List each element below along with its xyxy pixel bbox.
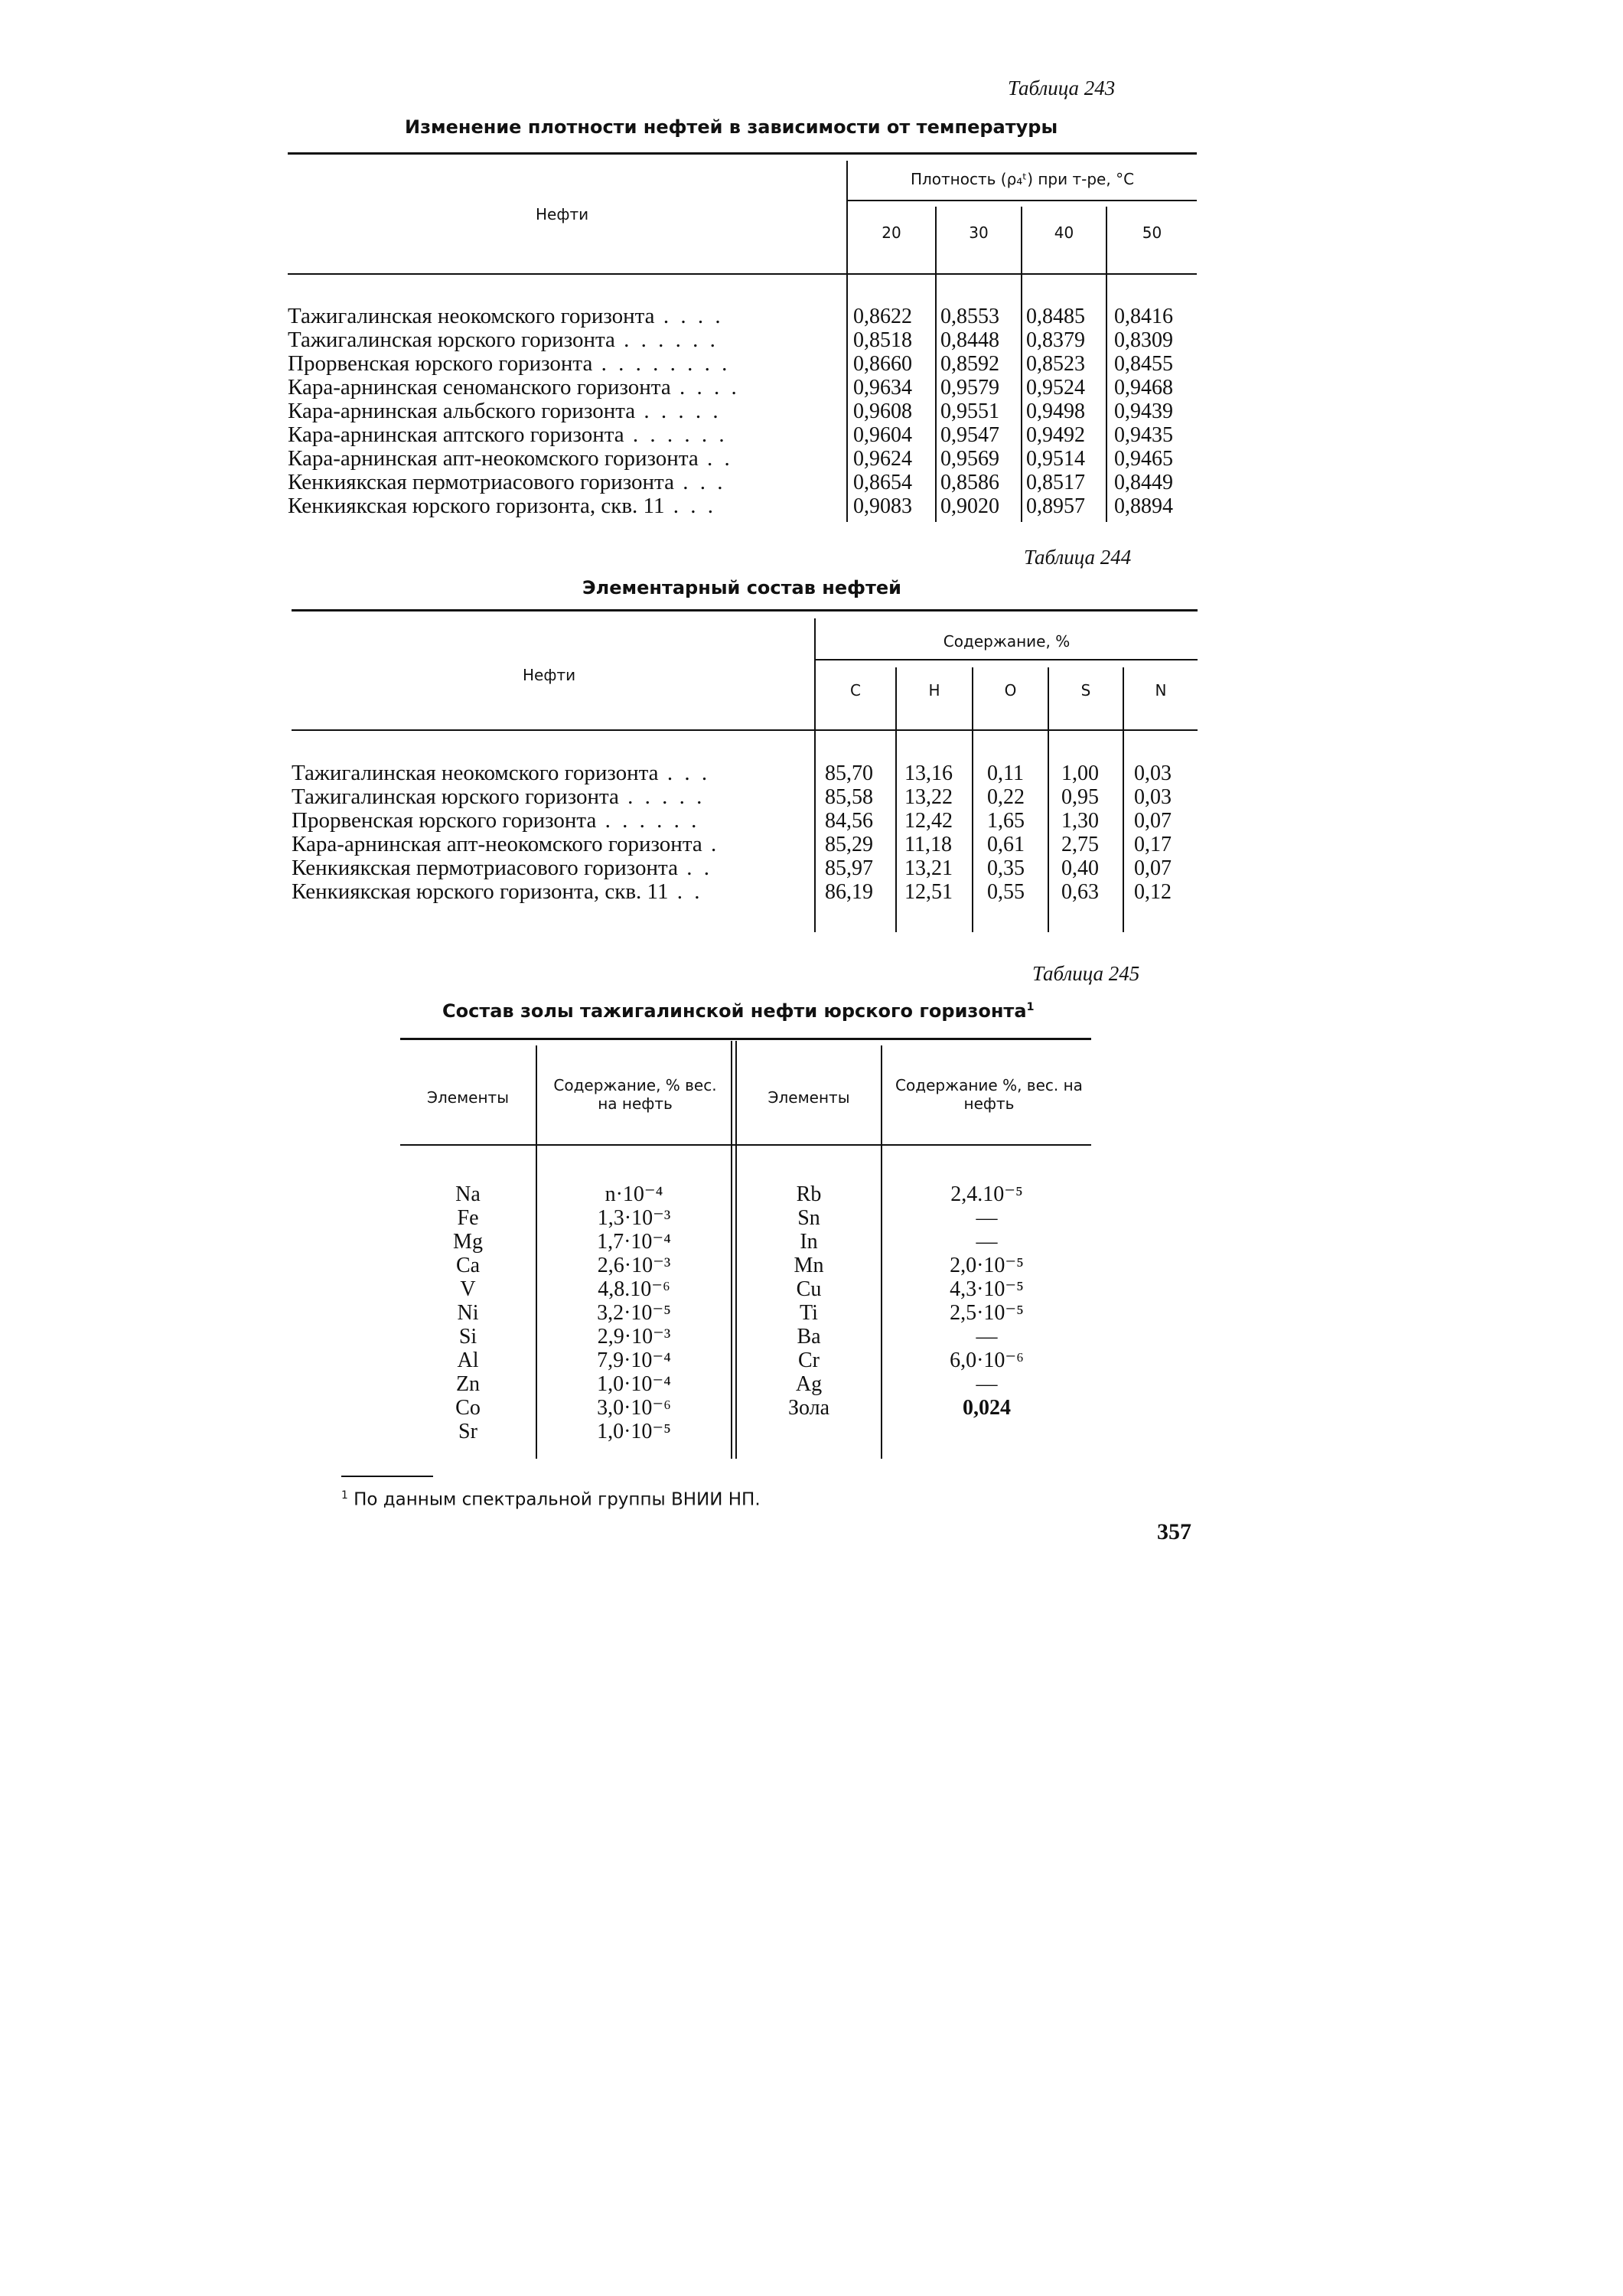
table-cell: Cr: [798, 1349, 820, 1372]
table-cell: Ti: [800, 1301, 818, 1325]
table-cell: 7,9·10⁻⁴: [597, 1349, 671, 1372]
table-cell: Co: [455, 1396, 481, 1420]
table-243-oil-header: Нефти: [536, 205, 589, 223]
table-cell: 85,70: [825, 762, 873, 785]
table-cell: 12,42: [904, 809, 953, 833]
table-cell: 0,9514: [1026, 447, 1085, 471]
table-row-name: Тажигалинская неокомского горизонта . . .: [292, 761, 711, 785]
table-243-temp-header: 40: [1054, 223, 1074, 242]
table-cell: 0,55: [987, 880, 1025, 904]
table-cell: 0,8517: [1026, 471, 1085, 494]
table-244-col-n: [1134, 762, 1172, 904]
table-cell: 0,8654: [853, 471, 912, 494]
table-cell: 0,8455: [1114, 352, 1173, 376]
table-243-col-divider: [1021, 207, 1022, 522]
footnote: [341, 1489, 761, 1510]
table-244-names: [292, 762, 719, 904]
table-244-col-c: [825, 762, 873, 904]
footnote-mark: 1: [1026, 1001, 1035, 1013]
table-cell: 0,9579: [940, 376, 999, 400]
footnote-mark: 1: [341, 1489, 348, 1502]
table-cell: Зола: [787, 1396, 830, 1420]
table-cell: Ag: [795, 1372, 823, 1396]
table-cell: 86,19: [825, 880, 873, 904]
table-cell: 2,9·10⁻³: [597, 1325, 671, 1349]
table-cell: 0,8553: [940, 305, 999, 328]
table-cell: In: [800, 1230, 818, 1254]
table-244-col-s: [1061, 762, 1099, 904]
table-cell: 0,9551: [940, 400, 999, 423]
table-244-caption: Таблица 244: [1024, 546, 1132, 569]
table-row-name: Кара-арнинская апт-неокомского горизонта .: [292, 832, 720, 856]
table-243-col-40: [1026, 305, 1085, 518]
table-cell: Fe: [457, 1206, 479, 1230]
table-243-temp-header: 30: [969, 223, 989, 242]
table-cell: 0,61: [987, 833, 1025, 856]
table-245-right-elements: [737, 1182, 881, 1420]
table-243-stub-divider: [846, 161, 848, 522]
table-cell: 0,9569: [940, 447, 999, 471]
table-cell: Zn: [455, 1372, 481, 1396]
table-244-title: Элементарный состав нефтей: [582, 577, 901, 598]
table-cell: Rb: [796, 1182, 822, 1206]
table-cell: Al: [457, 1349, 479, 1372]
table-cell: 0,8379: [1026, 328, 1085, 352]
table-244-col-o: [987, 762, 1025, 904]
page-number: 357: [1157, 1519, 1191, 1544]
table-cell: Ca: [455, 1254, 481, 1277]
table-cell: 0,9608: [853, 400, 912, 423]
table-244-group-rule: [814, 659, 1198, 660]
table-244-col-divider: [1123, 667, 1124, 932]
table-cell: 4,8.10⁻⁶: [598, 1277, 670, 1301]
table-cell: 0,9524: [1026, 376, 1085, 400]
table-245-caption: Таблица 245: [1032, 962, 1140, 985]
table-cell: 13,21: [904, 856, 953, 880]
table-cell: 2,6·10⁻³: [597, 1254, 671, 1277]
table-243-temp-header: 50: [1142, 223, 1162, 242]
table-row-name: Тажигалинская юрского горизонта . . . . . .: [288, 328, 719, 352]
table-245-content-header: Содержание, % вес. на нефть: [553, 1076, 717, 1113]
table-cell: 2,75: [1061, 833, 1099, 856]
table-cell: 0,17: [1134, 833, 1172, 856]
table-cell: 0,11: [987, 762, 1024, 785]
table-cell: Mn: [794, 1254, 824, 1277]
table-245-elements-header: Элементы: [768, 1088, 850, 1107]
table-cell: 0,9439: [1114, 400, 1173, 423]
table-cell: 0,9465: [1114, 447, 1173, 471]
table-cell: 0,40: [1061, 856, 1099, 880]
table-row-name: Кара-арнинская сеноманского горизонта . . . .: [288, 375, 740, 400]
table-cell: 0,8592: [940, 352, 999, 376]
table-cell: 0,8416: [1114, 305, 1173, 328]
table-cell: 1,0·10⁻⁴: [597, 1372, 671, 1396]
table-cell: 0,8485: [1026, 305, 1085, 328]
table-cell: Sn: [797, 1206, 820, 1230]
table-243-col-50: [1114, 305, 1173, 518]
table-cell: —: [976, 1230, 998, 1254]
table-245-left-values: [537, 1182, 731, 1443]
table-244-col-divider: [972, 667, 973, 932]
table-cell: 84,56: [825, 809, 873, 833]
table-cell: 0,9634: [853, 376, 912, 400]
table-245-content-header: Содержание %, вес. на нефть: [895, 1076, 1083, 1113]
table-243-group-header: Плотность (ρ₄ᵗ) при т-ре, °С: [910, 170, 1135, 188]
table-cell: 0,9083: [853, 494, 912, 518]
table-cell: Ni: [457, 1301, 479, 1325]
table-243-names: [288, 305, 740, 518]
table-244-oil-header: Нефти: [523, 666, 576, 684]
table-244-element-header: N: [1155, 681, 1167, 700]
table-cell: Na: [455, 1182, 481, 1206]
table-row-name: Прорвенская юрского горизонта . . . . . . . .: [288, 351, 731, 376]
table-244-col-divider: [895, 667, 897, 932]
table-244-element-header: C: [850, 681, 861, 700]
table-cell: Ba: [797, 1325, 821, 1349]
table-cell: 0,024: [963, 1396, 1011, 1420]
table-cell: 0,8894: [1114, 494, 1173, 518]
table-cell: 0,8448: [940, 328, 999, 352]
table-cell: Sr: [458, 1420, 477, 1443]
footnote-rule: [341, 1476, 433, 1477]
table-243-caption: Таблица 243: [1008, 77, 1116, 99]
table-cell: 0,8518: [853, 328, 912, 352]
table-row-name: Прорвенская юрского горизонта . . . . . .: [292, 808, 700, 833]
table-cell: 0,9468: [1114, 376, 1173, 400]
table-245-top-rule: [400, 1038, 1091, 1040]
table-243-col-divider: [935, 207, 937, 522]
table-244-top-rule: [292, 609, 1198, 612]
table-245-left-elements: [400, 1182, 536, 1443]
table-245-elements-header: Элементы: [427, 1088, 509, 1107]
table-cell: 0,8523: [1026, 352, 1085, 376]
table-cell: 0,9492: [1026, 423, 1085, 447]
table-cell: 0,12: [1134, 880, 1172, 904]
table-cell: 3,0·10⁻⁶: [597, 1396, 671, 1420]
table-cell: 0,22: [987, 785, 1025, 809]
table-row-name: Кенкиякская юрского горизонта, скв. 11 . .: [292, 879, 703, 904]
table-244-element-header: H: [928, 681, 940, 700]
table-cell: 0,9547: [940, 423, 999, 447]
table-row-name: Кенкиякская пермотриасового горизонта . . .: [288, 470, 726, 494]
table-cell: 0,03: [1134, 785, 1172, 809]
table-244-group-header: Содержание, %: [943, 632, 1071, 651]
table-cell: 13,16: [904, 762, 953, 785]
table-cell: 2,0·10⁻⁵: [950, 1254, 1024, 1277]
table-cell: 0,07: [1134, 856, 1172, 880]
table-243-temp-header: 20: [882, 223, 901, 242]
table-243-title: Изменение плотности нефтей в зависимости от температуры: [405, 116, 1058, 138]
table-cell: V: [460, 1277, 476, 1301]
table-cell: 4,3·10⁻⁵: [950, 1277, 1024, 1301]
table-cell: 0,8660: [853, 352, 912, 376]
table-cell: 0,35: [987, 856, 1025, 880]
table-cell: 2,5·10⁻⁵: [950, 1301, 1024, 1325]
table-243-group-rule: [846, 200, 1197, 201]
table-cell: 0,9020: [940, 494, 999, 518]
table-cell: 0,07: [1134, 809, 1172, 833]
table-244-stub-divider: [814, 618, 816, 932]
table-243-top-rule: [288, 152, 1197, 155]
table-cell: 0,9435: [1114, 423, 1173, 447]
table-244-header-rule: [292, 729, 1198, 731]
table-243-col-30: [940, 305, 999, 518]
table-cell: 85,58: [825, 785, 873, 809]
table-cell: 6,0·10⁻⁶: [950, 1349, 1024, 1372]
table-cell: 0,63: [1061, 880, 1099, 904]
table-row-name: Кенкиякская пермотриасового горизонта . .: [292, 856, 712, 880]
table-cell: Mg: [453, 1230, 483, 1254]
table-245-title: Состав золы тажигалинской нефти юрского горизонта$^1$: [442, 1000, 1035, 1022]
table-cell: 1,30: [1061, 809, 1099, 833]
table-cell: 0,9624: [853, 447, 912, 471]
table-row-name: Тажигалинская юрского горизонта . . . . .: [292, 784, 706, 809]
table-cell: 85,97: [825, 856, 873, 880]
table-cell: 0,8957: [1026, 494, 1085, 518]
table-243-header-rule: [288, 273, 1197, 275]
table-cell: 1,65: [987, 809, 1025, 833]
table-cell: 3,2·10⁻⁵: [597, 1301, 671, 1325]
table-cell: 0,95: [1061, 785, 1099, 809]
table-cell: 0,8586: [940, 471, 999, 494]
table-cell: n·10⁻⁴: [605, 1182, 663, 1206]
table-cell: 1,00: [1061, 762, 1099, 785]
table-cell: 2,4.10⁻⁵: [950, 1182, 1023, 1206]
table-cell: 0,8449: [1114, 471, 1173, 494]
table-cell: Cu: [796, 1277, 822, 1301]
footnote-text: По данным спектральной группы ВНИИ НП.: [354, 1489, 761, 1510]
table-243-col-divider: [1106, 207, 1107, 522]
table-243-col-20: [853, 305, 912, 518]
table-row-name: Тажигалинская неокомского горизонта . . . .: [288, 304, 724, 328]
table-cell: —: [976, 1325, 998, 1349]
table-cell: 85,29: [825, 833, 873, 856]
table-245-col-divider: [731, 1041, 732, 1459]
table-245-right-values: [882, 1182, 1091, 1420]
table-cell: 13,22: [904, 785, 953, 809]
table-cell: 1,7·10⁻⁴: [597, 1230, 671, 1254]
table-cell: —: [976, 1206, 998, 1230]
table-cell: 0,8622: [853, 305, 912, 328]
table-cell: 0,9604: [853, 423, 912, 447]
table-row-name: Кара-арнинская аптского горизонта . . . . . .: [288, 422, 728, 447]
table-cell: 1,0·10⁻⁵: [597, 1420, 671, 1443]
table-244-col-h: [904, 762, 953, 904]
table-row-name: Кара-арнинская апт-неокомского горизонта . .: [288, 446, 733, 471]
table-cell: 1,3·10⁻³: [597, 1206, 671, 1230]
table-244-element-header: S: [1080, 681, 1091, 700]
table-cell: 0,9498: [1026, 400, 1085, 423]
table-cell: —: [976, 1372, 998, 1396]
table-244-col-divider: [1048, 667, 1049, 932]
table-cell: 12,51: [904, 880, 953, 904]
table-cell: Si: [458, 1325, 477, 1349]
table-245-header-rule: [400, 1144, 1091, 1146]
table-cell: 11,18: [904, 833, 952, 856]
table-cell: 0,03: [1134, 762, 1172, 785]
table-row-name: Кенкиякская юрского горизонта, скв. 11 . . .: [288, 494, 716, 518]
table-cell: 0,8309: [1114, 328, 1173, 352]
table-row-name: Кара-арнинская альбского горизонта . . . . .: [288, 399, 722, 423]
table-244-element-header: O: [1004, 681, 1017, 700]
